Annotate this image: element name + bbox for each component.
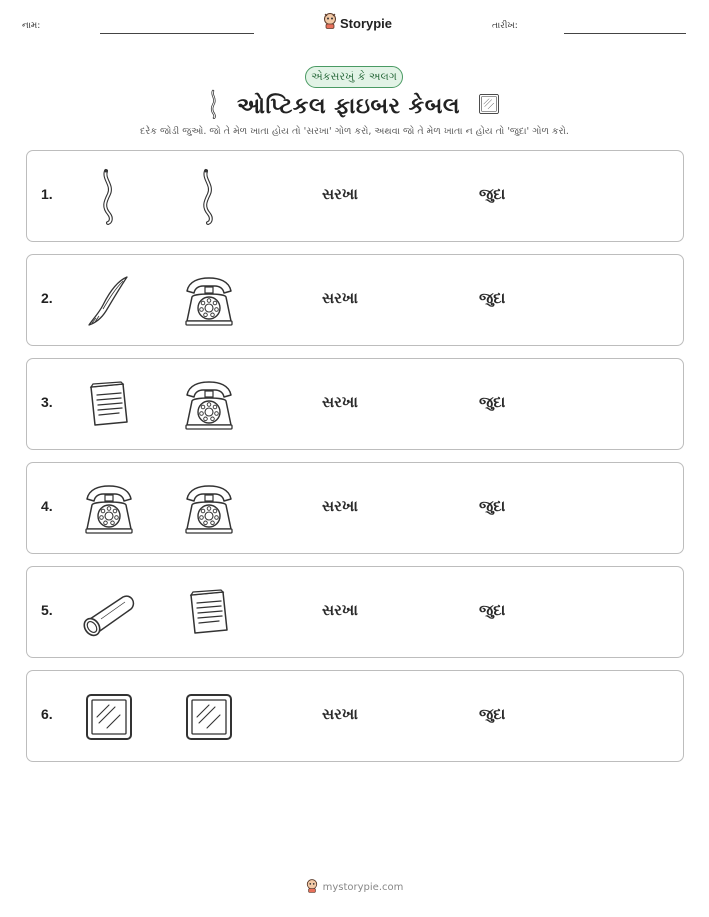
- question-row: [26, 670, 684, 762]
- different-option[interactable]: જુદા: [479, 289, 506, 307]
- question-number: 3.: [41, 394, 53, 410]
- storypie-logo: [323, 13, 392, 33]
- storypie-mascot-icon: [323, 13, 337, 33]
- question-number: 1.: [41, 186, 53, 202]
- question-number: 2.: [41, 290, 53, 306]
- brand-name: Storypie: [340, 15, 393, 31]
- question-number: 4.: [41, 498, 53, 514]
- same-option[interactable]: સરખા: [322, 289, 358, 307]
- footer-url[interactable]: mystorypie.com: [322, 882, 404, 893]
- booklet-icon: [79, 375, 139, 435]
- different-option[interactable]: જુદા: [479, 601, 506, 619]
- different-option[interactable]: જુદા: [479, 497, 506, 515]
- booklet-icon: [179, 583, 239, 643]
- question-row: [26, 566, 684, 658]
- category-badge: એકસરખું કે અલગ: [305, 66, 403, 88]
- same-option[interactable]: સરખા: [322, 705, 358, 723]
- glass-pane-icon: [179, 687, 239, 747]
- same-option[interactable]: સરખા: [322, 601, 358, 619]
- question-row: [26, 150, 684, 242]
- fiber-cable-icon: [79, 167, 139, 227]
- glass-pane-icon: [79, 687, 139, 747]
- tube-icon: [79, 583, 139, 643]
- same-option[interactable]: સરખા: [322, 497, 358, 515]
- instructions: દરેક જોડી જુઓ. જો તે મેળ ખાતા હોય તો 'સરખા' ગોળ કરો, અથવા જો તે મેળ ખાતા ન હોય તો 'જુદા' ગોળ કરો.: [140, 126, 569, 137]
- telephone-icon: [179, 375, 239, 435]
- telephone-icon: [179, 271, 239, 331]
- same-option[interactable]: સરખા: [322, 185, 358, 203]
- different-option[interactable]: જુદા: [479, 185, 506, 203]
- question-row: [26, 358, 684, 450]
- question-row: [26, 254, 684, 346]
- question-row: [26, 462, 684, 554]
- fiber-strand-icon: [79, 271, 139, 331]
- name-label: નામ:: [22, 21, 41, 31]
- question-number: 5.: [41, 602, 53, 618]
- telephone-icon: [179, 479, 239, 539]
- title-text: ઓપ્ટિકલ ફાઇબર કેબલ: [236, 93, 461, 119]
- different-option[interactable]: જુદા: [479, 705, 506, 723]
- fiber-cable-icon: [207, 89, 221, 123]
- telephone-icon: [79, 479, 139, 539]
- question-number: 6.: [41, 706, 53, 722]
- name-line[interactable]: [100, 33, 254, 34]
- storypie-mascot-icon: [306, 879, 318, 896]
- glass-pane-icon: [476, 91, 502, 121]
- different-option[interactable]: જુદા: [479, 393, 506, 411]
- date-line[interactable]: [564, 33, 686, 34]
- date-label: તારીખ:: [492, 21, 518, 31]
- footer: [0, 879, 709, 896]
- fiber-cable-icon: [179, 167, 239, 227]
- worksheet-title: [0, 88, 709, 124]
- same-option[interactable]: સરખા: [322, 393, 358, 411]
